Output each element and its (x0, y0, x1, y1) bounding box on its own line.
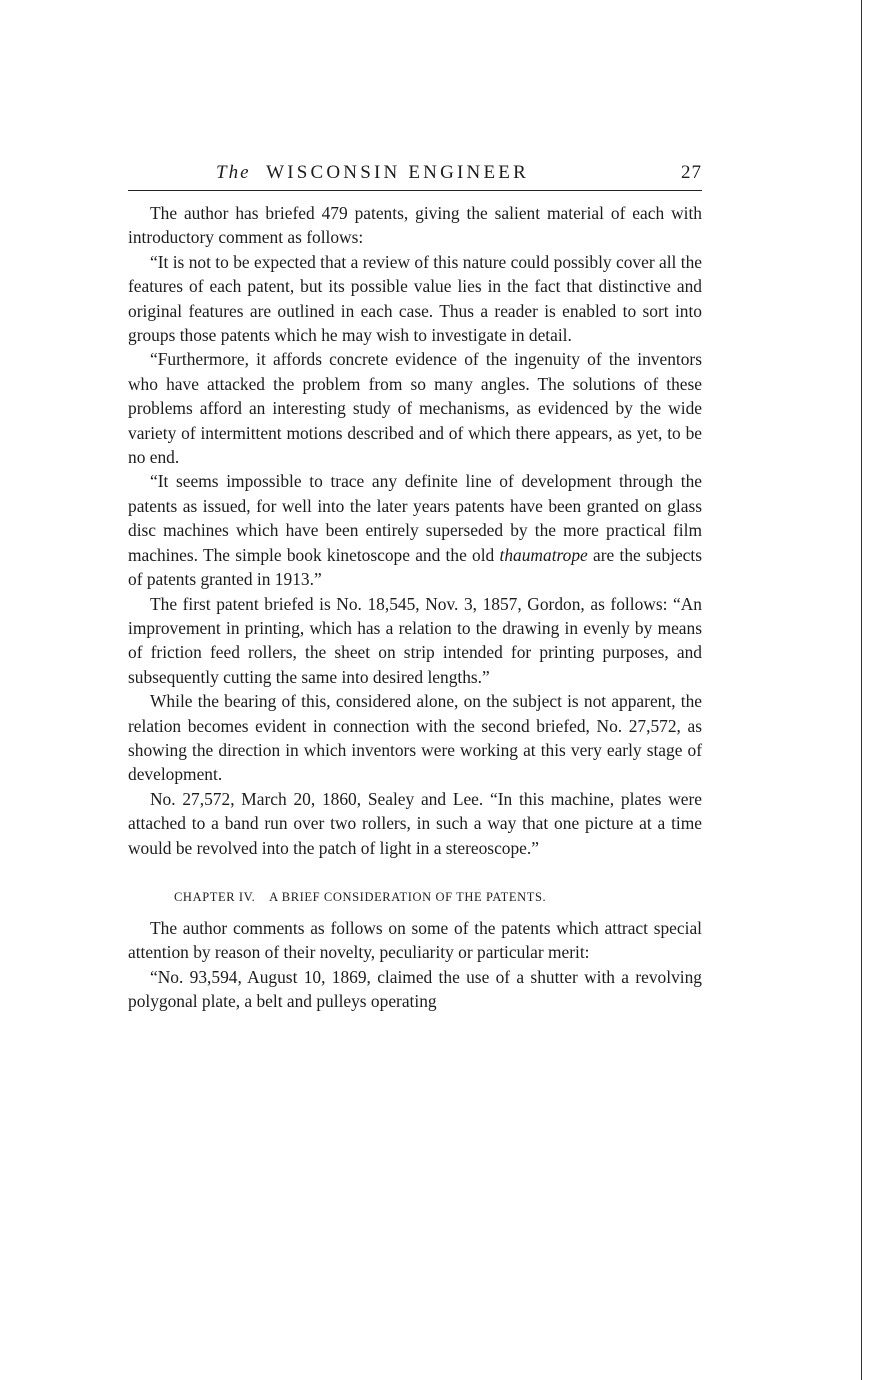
paragraph: The author comments as follows on some of the patents which attract special attention by reason of their novelty, peculiarity or particular merit: (128, 917, 702, 963)
italic-term: thaumatrope (499, 544, 588, 565)
header-rule (128, 190, 702, 191)
paragraph: While the bearing of this, considered alone, on the subject is not apparent, the relation becomes evident in connection with the second briefed, No. 27,572, as showing the direction in which inventors were working at this very early stage of development. (128, 691, 702, 785)
chapter-heading (128, 888, 702, 906)
page-number: 27 (681, 162, 702, 183)
paragraph: The first patent briefed is No. 18,545, Nov. 3, 1857, Gordon, as follows: “An improvement in printing, which has a relation to the drawing in evenly by means of friction feed rollers, the sheet on strip intended for printing purposes, and subsequently cutting the same into desired lengths.” (128, 593, 702, 687)
paragraph: “Furthermore, it affords concrete evidence of the ingenuity of the inventors who have attacked the problem from so many angles. The solutions of these problems afford an interesting study of mechanisms, as evidenced by the wide variety of intermittent motions described and of which there appears, as yet, to be no end. (128, 349, 702, 468)
paragraph: The author has briefed 479 patents, giving the salient material of each with introductory comment as follows: (128, 203, 702, 248)
chapter-title: A BRIEF CONSIDERATION OF THE PATENTS. (269, 889, 547, 904)
chapter-number: CHAPTER IV. (174, 889, 256, 904)
running-header (128, 158, 702, 190)
scan-page-edge (861, 0, 876, 1380)
article-body (128, 201, 702, 1014)
paragraph: “It is not to be expected that a review of this nature could possibly cover all the features of each patent, but its possible value lies in the fact that distinctive and original features are outlined in each case. Thus a reader is enabled to sort into groups those patents which he may wish to investigate in detail. (128, 251, 702, 346)
paragraph-text: are the subjects of patents granted in 1913.” (128, 544, 703, 590)
journal-title (216, 162, 529, 184)
paragraph: No. 27,572, March 20, 1860, Sealey and Lee. “In this machine, plates were attached to a band run over two rollers, in such a way that one picture at a time would be revolved into the patch of light in a stereoscope.” (128, 788, 702, 858)
journal-page (128, 158, 702, 1014)
journal-title-name: WISCONSIN ENGINEER (266, 162, 529, 183)
paragraph (128, 469, 702, 591)
paragraph-text: “It seems impossible to trace any definite line of development through the patents as issued, for well into the later years patents have been granted on glass disc machines which have been entirely superseded by the more practical film machines. The simple book kinetoscope and the old (128, 471, 702, 565)
journal-title-article: The (216, 162, 251, 183)
paragraph: “No. 93,594, August 10, 1869, claimed the use of a shutter with a revolving polygonal plate, a belt and pulleys operating (128, 966, 702, 1012)
